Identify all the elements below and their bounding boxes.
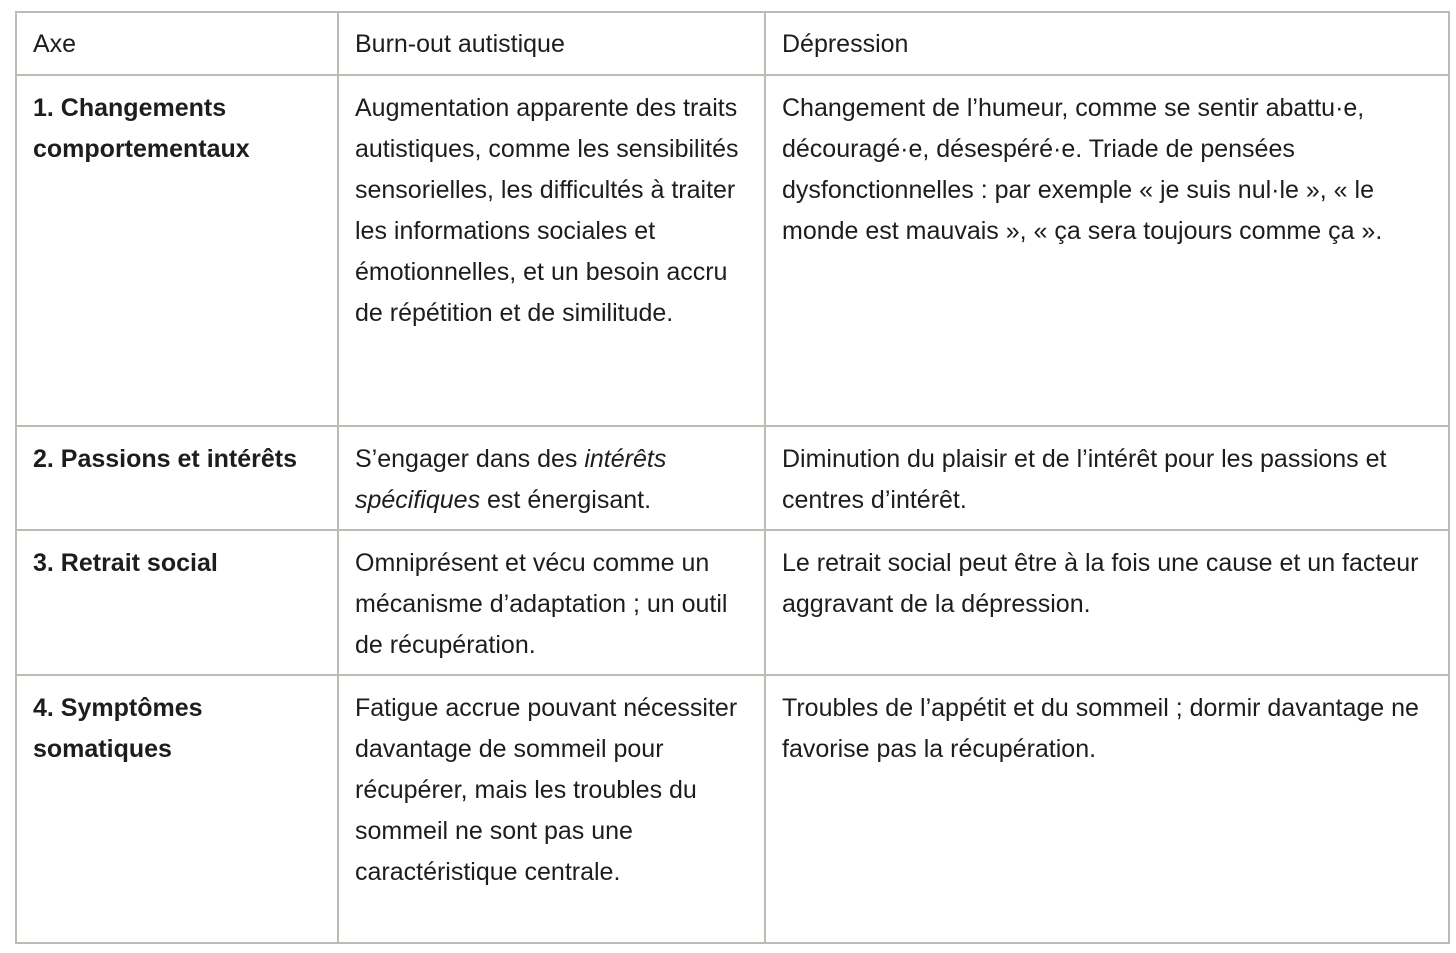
burnout-text-italic: intérêts spécifiques [355, 445, 667, 514]
row-depression-cell: Diminution du plaisir et de l’intérêt pour les passions et centres d’intérêt. [765, 426, 1449, 530]
row-burnout-cell: Omniprésent et vécu comme un mécanisme d’adaptation ; un outil de récupération. [338, 530, 765, 675]
comparison-table [15, 11, 1450, 944]
table-header-row [16, 12, 1449, 75]
row-axe-label: 1. Changements comportementaux [16, 75, 338, 426]
row-axe-label: 4. Symptômes somatiques [16, 675, 338, 943]
row-burnout-cell: Fatigue accrue pouvant nécessiter davantage de sommeil pour récupérer, mais les troubles du sommeil ne sont pas une caractéristique centrale. [338, 675, 765, 943]
row-depression-cell: Le retrait social peut être à la fois une cause et un facteur aggravant de la dépression. [765, 530, 1449, 675]
row-axe-label: 3. Retrait social [16, 530, 338, 675]
table-row [16, 75, 1449, 426]
header-axe: Axe [16, 12, 338, 75]
row-depression-cell: Troubles de l’appétit et du sommeil ; dormir davantage ne favorise pas la récupération. [765, 675, 1449, 943]
burnout-text-after: est énergisant. [480, 486, 652, 514]
table-row [16, 530, 1449, 675]
row-depression-cell: Changement de l’humeur, comme se sentir abattu·e, découragé·e, désespéré·e. Triade de pensées dysfonctionnelles : par exemple « je suis nul·le », « le monde est mauvais », « ça sera toujours comme ça ». [765, 75, 1449, 426]
row-burnout-cell [338, 426, 765, 530]
table-row [16, 426, 1449, 530]
burnout-text-before: S’engager dans des [355, 445, 585, 473]
header-depression: Dépression [765, 12, 1449, 75]
row-axe-label: 2. Passions et intérêts [16, 426, 338, 530]
row-burnout-cell: Augmentation apparente des traits autistiques, comme les sensibilités sensorielles, les difficultés à traiter les informations sociales et émotionnelles, et un besoin accru de répétition et de similitude. [338, 75, 765, 426]
header-burnout: Burn-out autistique [338, 12, 765, 75]
table-row [16, 675, 1449, 943]
